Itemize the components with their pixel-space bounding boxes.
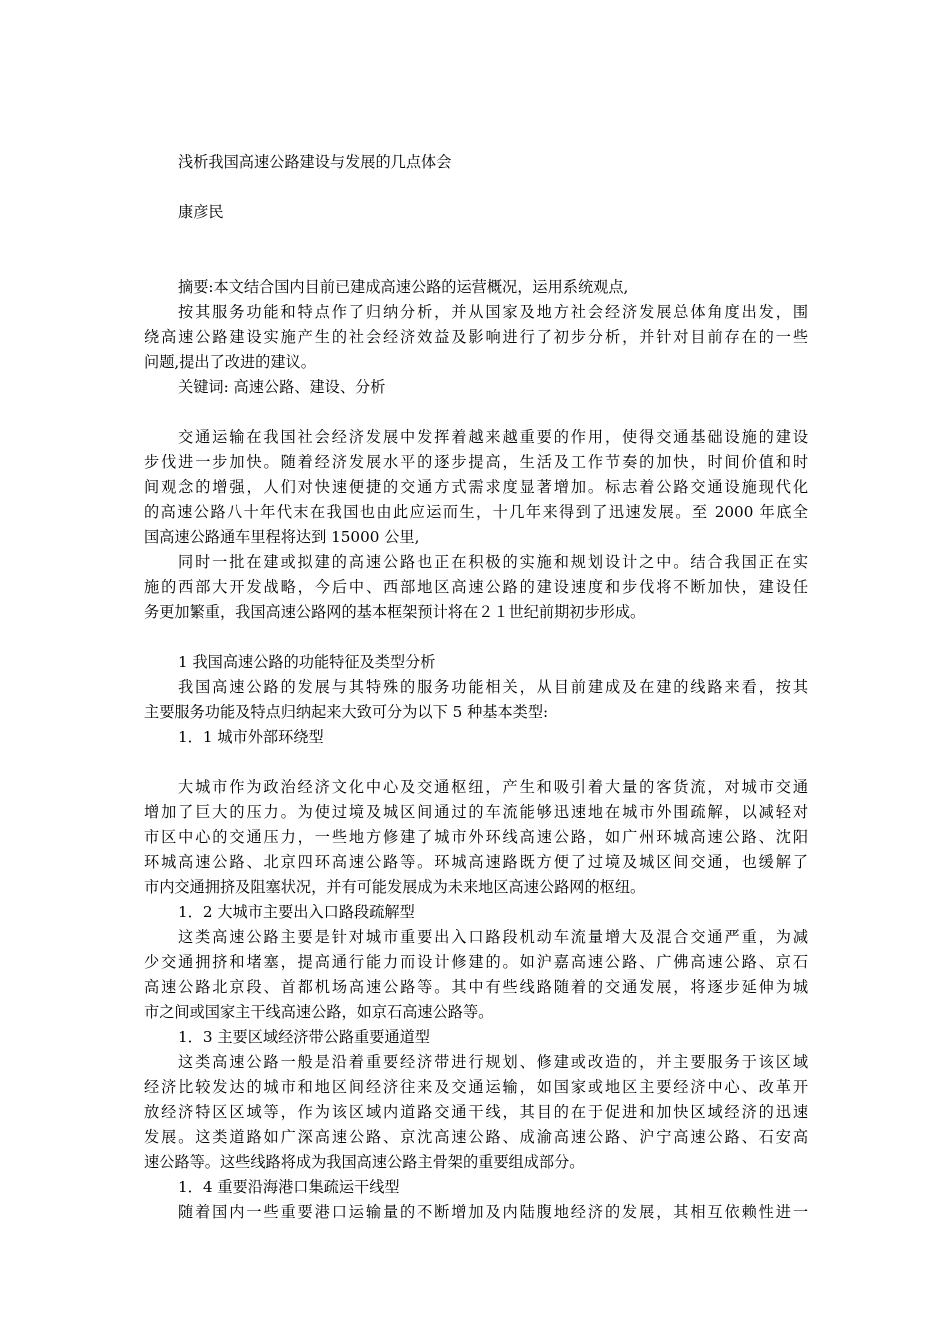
paragraph-line: 施的西部大开发战略，今后中、西部地区高速公路的建设速度和步伐将不断加快，建设任 <box>144 578 808 596</box>
paragraph-line: 交通运输在我国社会经济发展中发挥着越来越重要的作用，使得交通基础设施的建设 <box>178 428 808 446</box>
paragraph-line: 主要服务功能及特点归纳起来大致可分为以下 5 种基本类型: <box>144 703 549 721</box>
paragraph-line: 我国高速公路的发展与其特殊的服务功能相关，从目前建成及在建的线路来看，按其 <box>178 678 808 696</box>
paragraph-line: 放经济特区区域等，作为该区域内道路交通干线，其目的在于促进和加快区域经济的迅速 <box>144 1103 808 1121</box>
paragraph-line: 这类高速公路主要是针对城市重要出入口路段机动车流量增大及混合交通严重，为减 <box>178 928 808 946</box>
paragraph-line: 大城市作为政治经济文化中心及交通枢纽，产生和吸引着大量的客货流，对城市交通 <box>178 778 808 796</box>
abstract-line: 摘要:本文结合国内目前已建成高速公路的运营概况，运用系统观点, <box>178 278 629 296</box>
paragraph-line: 同时一批在建或拟建的高速公路也正在积极的实施和规划设计之中。结合我国正在实 <box>178 553 808 571</box>
subsection-heading: 1．4 重要沿海港口集疏运干线型 <box>178 1178 400 1196</box>
paragraph-line: 少交通拥挤和堵塞，提高通行能力而设计修建的。如沪嘉高速公路、广佛高速公路、京石 <box>144 953 808 971</box>
abstract-block <box>144 275 808 400</box>
spacer <box>144 225 808 275</box>
document-title: 浅析我国高速公路建设与发展的几点体会 <box>178 153 452 171</box>
keywords-line: 关键词: 高速公路、建设、分析 <box>178 378 386 396</box>
paragraph-line: 市内交通拥挤及阻塞状况，并有可能发展成为未来地区高速公路网的枢纽。 <box>144 878 646 896</box>
paragraph-line: 步伐进一步加快。随着经济发展水平的逐步提高，生活及工作节奏的加快，时间价值和时 <box>144 453 808 471</box>
paragraph-line: 环城高速公路、北京四环高速公路等。环城高速路既方便了过境及城区间交通，也缓解了 <box>144 853 808 871</box>
paragraph-line: 这类高速公路一般是沿着重要经济带进行规划、修建或改造的，并主要服务于该区域 <box>178 1053 808 1071</box>
spacer <box>144 400 808 425</box>
intro-block <box>144 425 808 625</box>
paragraph-line: 随着国内一些重要港口运输量的不断增加及内陆腹地经济的发展，其相互依赖性进一 <box>178 1203 808 1221</box>
paragraph-line: 增加了巨大的压力。为使过境及城区间通过的车流能够迅速地在城市外围疏解，以减轻对 <box>144 803 808 821</box>
subsection-heading: 1．1 城市外部环绕型 <box>178 728 324 746</box>
paragraph-line: 经济比较发达的城市和地区间经济往来及交通运输，如国家或地区主要经济中心、改革开 <box>144 1078 808 1096</box>
paragraph-line: 高速公路北京段、首都机场高速公路等。其中有些线路随着的交通发展，将逐步延伸为城 <box>144 978 808 996</box>
abstract-line: 绕高速公路建设实施产生的社会经济效益及影响进行了初步分析，并针对目前存在的一些 <box>144 328 808 346</box>
paragraph-line: 的高速公路八十年代末在我国也由此应运而生，十几年来得到了迅速发展。至 2000 年底全 <box>144 503 808 521</box>
spacer <box>144 750 808 775</box>
paragraph-line: 发展。这类道路如广深高速公路、京沈高速公路、成渝高速公路、沪宁高速公路、石安高 <box>144 1128 808 1146</box>
section-1 <box>144 650 808 1225</box>
subsection-heading: 1．2 大城市主要出入口路段疏解型 <box>178 903 415 921</box>
document-page <box>144 150 808 1225</box>
abstract-line: 按其服务功能和特点作了归纳分析，并从国家及地方社会经济发展总体角度出发，围 <box>178 303 808 321</box>
abstract-line: 问题,提出了改进的建议。 <box>144 353 316 371</box>
paragraph-line: 国高速公路通车里程将达到 15000 公里, <box>144 528 420 546</box>
spacer <box>144 175 808 200</box>
subsection-heading: 1．3 主要区域经济带公路重要通道型 <box>178 1028 430 1046</box>
document-author: 康彦民 <box>178 203 224 221</box>
section-heading: 1 我国高速公路的功能特征及类型分析 <box>178 653 436 671</box>
paragraph-line: 速公路等。这些线路将成为我国高速公路主骨架的重要组成部分。 <box>144 1153 585 1171</box>
spacer <box>144 625 808 650</box>
paragraph-line: 市区中心的交通压力，一些地方修建了城市外环线高速公路，如广州环城高速公路、沈阳 <box>144 828 808 846</box>
paragraph-line: 间观念的增强，人们对快速便捷的交通方式需求度显著增加。标志着公路交通设施现代化 <box>144 478 808 496</box>
paragraph-line: 务更加繁重，我国高速公路网的基本框架预计将在２１世纪前期初步形成。 <box>144 603 646 621</box>
paragraph-line: 市之间或国家主干线高速公路，如京石高速公路等。 <box>144 1003 494 1021</box>
